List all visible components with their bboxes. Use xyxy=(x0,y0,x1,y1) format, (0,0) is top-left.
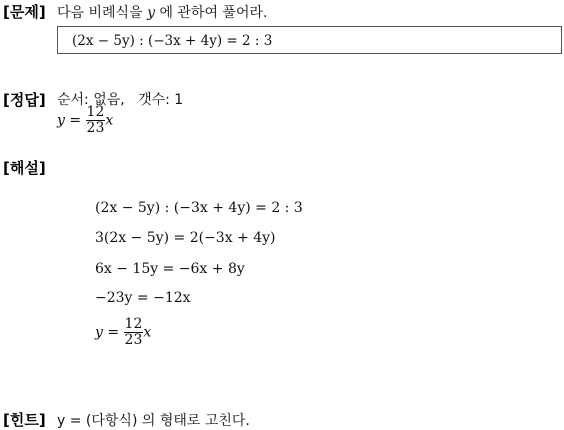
solution-step-1: (2x − 5y) : (−3x + 4y) = 2 : 3 xyxy=(95,200,303,216)
solution-final xyxy=(95,317,151,348)
answer-order: 순서: 없음, xyxy=(57,92,125,108)
problem-variable: y xyxy=(147,5,155,21)
problem-text-after: 에 관하여 풀어라. xyxy=(159,5,268,21)
problem-text xyxy=(57,2,267,22)
solution-step-2: 3(2x − 5y) = 2(−3x + 4y) xyxy=(95,230,276,246)
solution-step-3: 6x − 15y = −6x + 8y xyxy=(95,261,245,277)
answer-count: 갯수: 1 xyxy=(138,92,184,108)
solution-final-denominator: 23 xyxy=(124,332,143,348)
answer-fraction xyxy=(86,105,106,136)
solution-tag: [해설] xyxy=(3,159,46,177)
problem-tag: [문제] xyxy=(3,3,46,21)
answer-expression xyxy=(57,105,113,136)
answer-denominator: 23 xyxy=(86,120,105,136)
problem-text-before: 다음 비례식을 xyxy=(57,5,143,21)
problem-equation: (2x − 5y) : (−3x + 4y) = 2 : 3 xyxy=(72,33,273,49)
hint-tag: [힌트] xyxy=(3,411,46,429)
solution-step-4: −23y = −12x xyxy=(95,290,191,306)
solution-final-numerator: 12 xyxy=(124,316,143,332)
answer-tag: [정답] xyxy=(3,91,46,109)
solution-final-trail: x xyxy=(143,324,152,341)
solution-final-lhs: y = xyxy=(95,324,120,341)
hint-text: y = (다항식) 의 형태로 고친다. xyxy=(57,413,250,429)
solution-final-fraction xyxy=(124,317,144,348)
answer-trail: x xyxy=(105,112,114,129)
answer-lhs: y = xyxy=(57,112,82,129)
answer-numerator: 12 xyxy=(86,104,105,120)
